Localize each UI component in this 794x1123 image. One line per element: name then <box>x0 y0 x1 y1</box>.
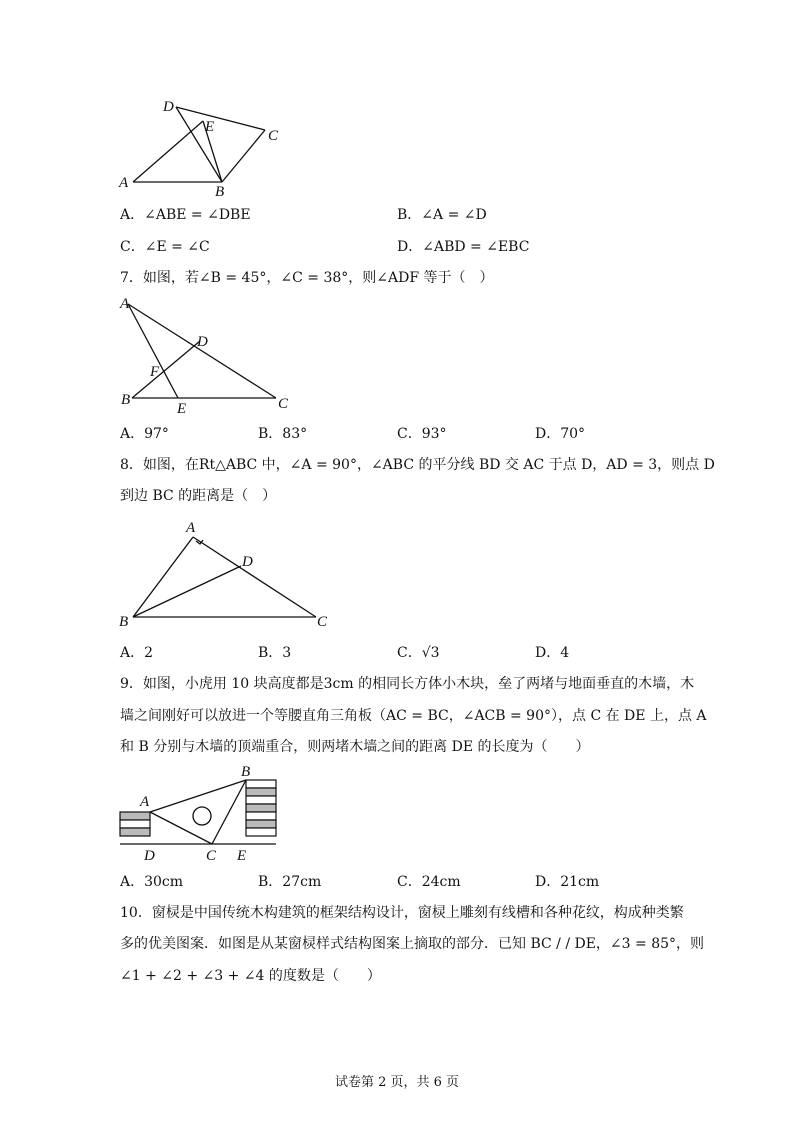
label-C: C <box>268 128 279 144</box>
q8-option-b[interactable]: B．3 <box>258 645 292 661</box>
q9-option-c[interactable]: C．24cm <box>397 874 461 890</box>
q8-label-D: D <box>242 554 253 570</box>
q9-label-A: A <box>140 794 150 810</box>
q9-label-C: C <box>206 848 217 864</box>
q10-stem-line2: 多的优美图案．如图是从某窗棂样式结构图案上摘取的部分．已知 BC / / DE，∠3 = 85°，则 <box>120 936 705 952</box>
q8-label-A: A <box>186 520 196 536</box>
q8-stem-line1: 8．如图，在Rt△ABC 中，∠A = 90°，∠ABC 的平分线 BD 交 AC 于点 D，AD = 3，则点 D <box>120 457 715 473</box>
q8-label-C: C <box>317 614 328 630</box>
q7-label-E: E <box>177 401 187 417</box>
q7-label-F: F <box>150 364 160 380</box>
q7-option-b[interactable]: B．83° <box>258 426 308 442</box>
q7-option-d[interactable]: D．70° <box>535 426 586 442</box>
q6-option-a[interactable]: A．∠ABE = ∠DBE <box>120 207 251 223</box>
q9-stem-line2: 墙之间刚好可以放进一个等腰直角三角板（AC = BC，∠ACB = 90°），点 C 在 DE 上，点 A <box>120 708 707 724</box>
q8-option-d[interactable]: D．4 <box>535 645 570 661</box>
page-footer: 试卷第 2 页，共 6 页 <box>334 1075 460 1090</box>
q10-stem-line1: 10．窗棂是中国传统木构建筑的框架结构设计，窗棂上雕刻有线槽和各种花纹，构成种类繁 <box>120 905 684 921</box>
label-D: D <box>163 99 174 115</box>
q9-label-D: D <box>144 848 155 864</box>
q8-option-a[interactable]: A．2 <box>120 645 154 661</box>
q9-option-b[interactable]: B．27cm <box>258 874 322 890</box>
q7-label-C: C <box>278 396 289 412</box>
q7-option-a[interactable]: A．97° <box>120 426 169 442</box>
q8-option-c[interactable]: C．√3 <box>397 645 440 661</box>
q6-option-b[interactable]: B．∠A = ∠D <box>397 207 487 223</box>
label-E: E <box>205 119 215 135</box>
q9-stem-line3: 和 B 分别与木墙的顶端重合，则两堵木墙之间的距离 DE 的长度为（ ） <box>120 739 590 755</box>
q7-label-B: B <box>121 392 131 408</box>
q9-option-a[interactable]: A．30cm <box>120 874 184 890</box>
q7-option-c[interactable]: C．93° <box>397 426 447 442</box>
q9-stem-line1: 9．如图，小虎用 10 块高度都是3cm 的相同长方体小木块，垒了两堵与地面垂直的木墙，木 <box>120 676 695 692</box>
q8-stem-line2: 到边 BC 的距离是（ ） <box>120 488 277 504</box>
label-B: B <box>215 184 225 200</box>
label-A: A <box>119 175 129 191</box>
q8-label-B: B <box>119 614 129 630</box>
q7-label-A: A <box>120 296 130 312</box>
q7-stem: 7．如图，若∠B = 45°，∠C = 38°，则∠ADF 等于（ ） <box>120 270 494 286</box>
q9-label-B: B <box>241 764 251 780</box>
q6-option-d[interactable]: D．∠ABD = ∠EBC <box>397 239 530 255</box>
q6-option-c[interactable]: C．∠E = ∠C <box>120 239 210 255</box>
q7-label-D: D <box>197 334 208 350</box>
q9-label-E: E <box>237 848 247 864</box>
q9-option-d[interactable]: D．21cm <box>535 874 600 890</box>
q10-stem-line3: ∠1 + ∠2 + ∠3 + ∠4 的度数是（ ） <box>120 968 381 984</box>
